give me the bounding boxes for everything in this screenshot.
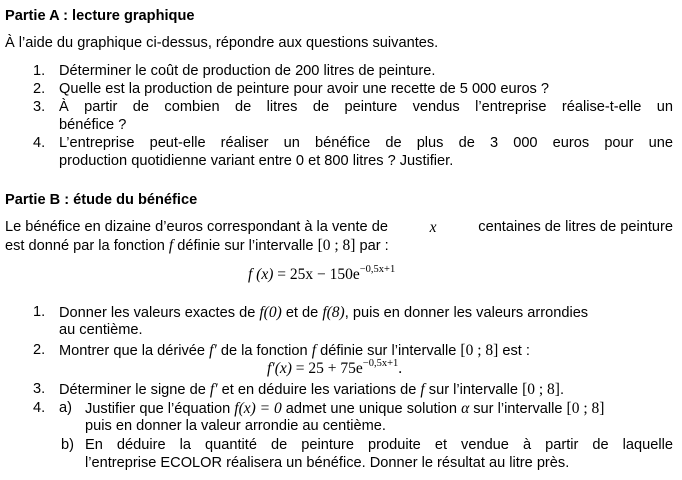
text: Déterminer le signe de [59,382,210,398]
question-text-line-2: bénéfice ? [59,117,127,133]
part-a-heading: Partie A : lecture graphique [5,8,195,24]
derivative-body: = 25 + 75e [291,360,363,377]
question-number: 2. [33,342,46,358]
math-alpha: α [461,400,470,417]
formula-exponent: −0,5x+1 [359,264,396,275]
text: Donner les valeurs exactes de [59,305,260,321]
variable-x: x [429,219,437,236]
sub-question-a-line-2: puis en donner la valeur arrondie au centième. [85,418,386,434]
question-number: 1. [33,63,46,79]
question-text [59,342,530,360]
math-f: f [311,342,317,359]
question-text: Déterminer le coût de production de 200 litres de peinture. [59,63,436,79]
part-b-heading: Partie B : étude du bénéfice [5,192,198,208]
question-number: 1. [33,304,46,320]
part-b-intro-line-1 [5,219,673,236]
text: , puis en donner les valeurs arrondies [344,305,589,321]
intro-text: centaines de litres de peinture [478,219,673,235]
sub-question-b-line-1: En déduire la quantité de peinture produite et vendue à partir de laquelle [85,437,673,453]
derivative-end: . [398,360,403,377]
text: et en déduire les variations de [217,382,421,398]
question-text-line-1 [59,304,588,322]
question-number: 2. [33,81,46,97]
text: sur l’intervalle [424,382,523,398]
question-number: 4. [33,400,46,416]
intro-text: est donné par la fonction [5,238,169,254]
intro-text: Le bénéfice en dizaine d’euros correspondant à la vente de [5,219,388,235]
question-text-line-2: production quotidienne variant entre 0 et 800 litres ? Justifier. [59,153,454,169]
math-f0: f(0) [259,304,282,321]
text: admet une unique solution [281,401,462,417]
sub-question-label-b: b) [61,437,74,453]
interval: [0 ; 8] [317,237,356,254]
text: est : [498,343,530,359]
text: sur l’intervalle [469,401,567,417]
question-text [59,381,564,399]
interval: [0 ; 8] [566,400,605,417]
function-f: f [168,237,174,254]
intro-text: par : [355,238,389,254]
derivative-lhs: f′(x) [267,360,292,377]
sub-question-a-line-1 [85,400,604,418]
question-number: 3. [33,99,46,115]
function-formula [248,266,395,284]
text: de la fonction [216,343,312,359]
math-f8: f(8) [322,304,345,321]
math-f: f [420,381,425,398]
text: . [559,382,565,398]
formula-lhs: f (x) [248,266,274,283]
question-text-line-2: au centième. [59,322,143,338]
text: définie sur l’intervalle [316,343,461,359]
part-a-intro: À l’aide du graphique ci-dessus, répondre aux questions suivantes. [5,35,439,51]
sub-question-label-a: a) [59,400,72,416]
part-b-intro-line-2 [5,237,389,255]
text: Justifier que l’équation [85,401,235,417]
question-text: Quelle est la production de peinture pour avoir une recette de 5 000 euros ? [59,81,550,97]
question-number: 3. [33,381,46,397]
text: Montrer que la dérivée [59,343,210,359]
formula-body: = 25x − 150e [273,266,360,283]
interval: [0 ; 8] [460,342,499,359]
intro-text: définie sur l’intervalle [173,238,318,254]
math-equation: f(x) = 0 [234,400,282,417]
math-fprime: f′ [209,381,218,398]
question-text-line-1: À partir de combien de litres de peinture vendus l’entreprise réalise-t-elle un [59,99,673,115]
text: et de [281,305,323,321]
question-text-line-1: L’entreprise peut-elle réaliser un bénéfice de plus de 3 000 euros pour une [59,135,673,151]
question-number: 4. [33,135,46,151]
derivative-formula [267,360,402,378]
math-fprime: f′ [209,342,217,359]
derivative-exponent: −0,5x+1 [362,358,399,369]
interval: [0 ; 8] [522,381,560,398]
sub-question-b-line-2: l’entreprise ECOLOR réalisera un bénéfice. Donner le résultat au litre près. [85,455,570,471]
